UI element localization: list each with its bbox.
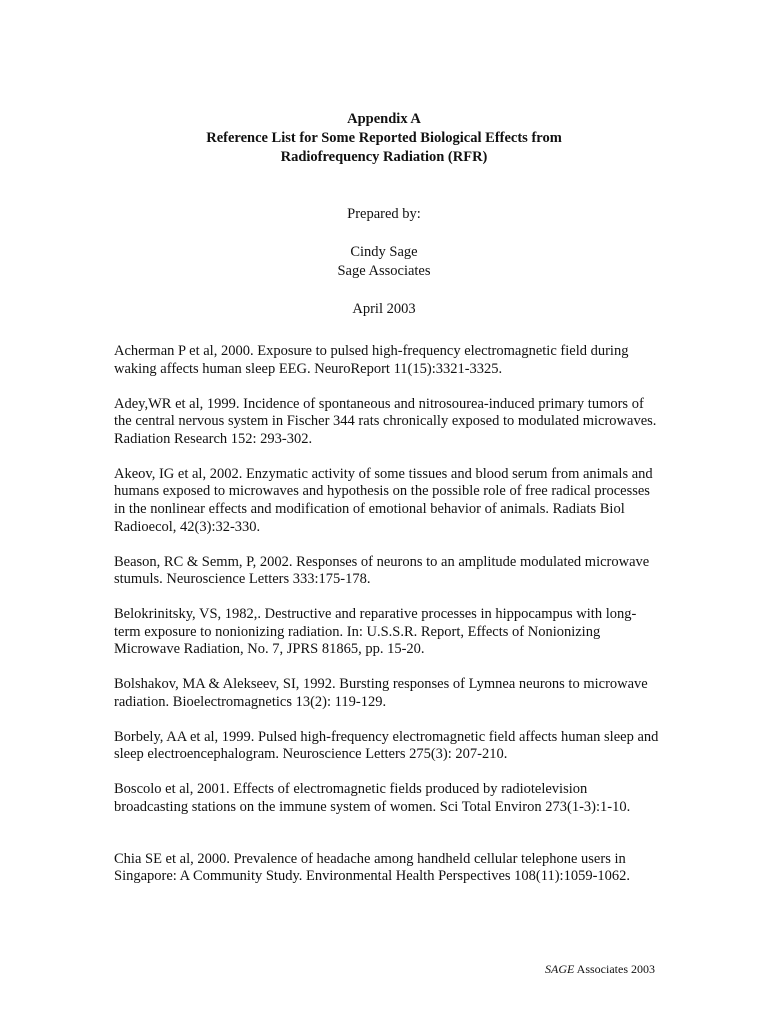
reference-item: Borbely, AA et al, 1999. Pulsed high-frequency electromagnetic field affects human sleep and sleep electroencephalogram. Neuroscience Letters 275(3): 207-210. [114, 728, 659, 763]
document-date: April 2003 [352, 301, 416, 317]
reference-item: Adey,WR et al, 1999. Incidence of spontaneous and nitrosourea-induced primary tumors of the central nervous system in Fischer 344 rats chronically exposed to modulated microwaves. Radiation Research 152: 293-302. [114, 395, 657, 447]
appendix-label: Appendix A [347, 111, 421, 127]
reference-item: Bolshakov, MA & Alekseev, SI, 1992. Bursting responses of Lymnea neurons to microwave radiation. Bioelectromagnetics 13(2): 119-129. [114, 676, 648, 710]
reference-item: Akeov, IG et al, 2002. Enzymatic activity of some tissues and blood serum from animals and humans exposed to microwaves and hypothesis on the possible role of free radical processes in the nonlinear effects and modification of emotional behavior of animals. Radiats Biol Radioecol, 42(3):32-330. [114, 465, 653, 535]
page-footer [545, 962, 655, 976]
reference-item: Beason, RC & Semm, P, 2002. Responses of neurons to an amplitude modulated microwave stumuls. Neuroscience Letters 333:175-178. [114, 553, 650, 588]
prepared-by-label: Prepared by: [347, 206, 421, 222]
document-title-line-1: Reference List for Some Reported Biological Effects from [206, 130, 562, 146]
reference-item: Belokrinitsky, VS, 1982,. Destructive and reparative processes in hippocampus with long-term exposure to nonionizing radiation. In: U.S.S.R. Report, Effects of Nonionizing Microwave Radiation, No. 7, JPRS 81865, pp. 15-20. [114, 606, 637, 658]
document-header [0, 110, 768, 319]
reference-list [114, 343, 659, 903]
reference-item: Chia SE et al, 2000. Prevalence of headache among handheld cellular telephone users in Singapore: A Community Study. Environmental Health Perspectives 108(11):1059-1062. [114, 850, 631, 885]
author-name: Cindy Sage [350, 244, 418, 260]
footer-brand: SAGE [545, 962, 575, 976]
footer-suffix: Associates 2003 [574, 962, 655, 976]
reference-item: Acherman P et al, 2000. Exposure to pulsed high-frequency electromagnetic field during waking affects human sleep EEG. NeuroReport 11(15):3321-3325. [114, 343, 629, 377]
author-organization: Sage Associates [337, 263, 431, 279]
reference-item: Boscolo et al, 2001. Effects of electromagnetic fields produced by radiotelevision broadcasting stations on the immune system of women. Sci Total Environ 273(1-3):1-10. [114, 781, 631, 816]
document-title-line-2: Radiofrequency Radiation (RFR) [280, 149, 488, 165]
